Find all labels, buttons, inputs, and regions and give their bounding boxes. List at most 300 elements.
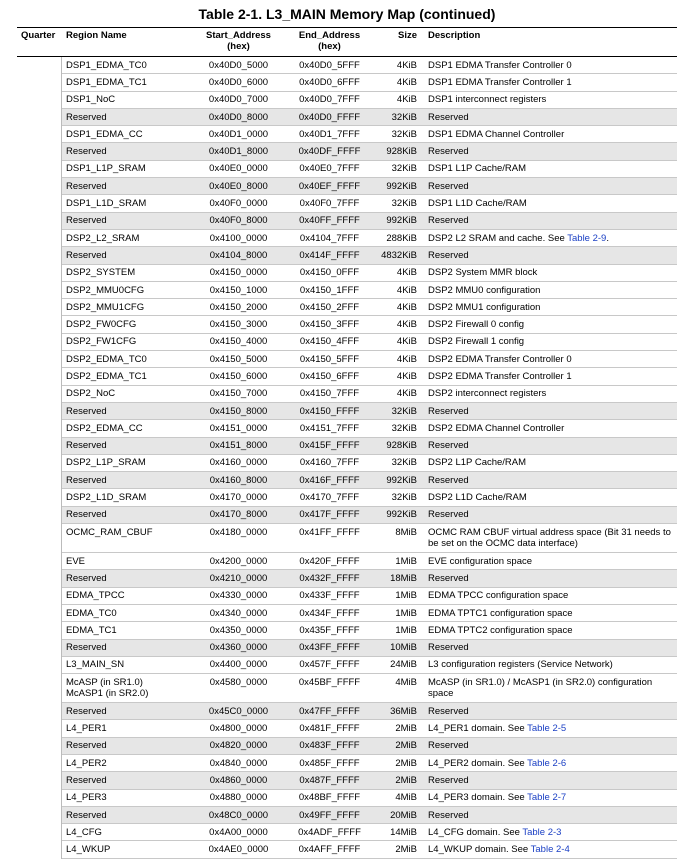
cell-region [62,740,193,751]
cell-end-address: 0x4160_7FFF [299,457,360,469]
cell-start-address: 0x4800_0000 [209,723,268,735]
header-start [193,28,284,56]
cell-size: 18MiB [390,572,417,584]
description-text: DSP1 interconnect registers [428,94,547,106]
cell-region [62,844,193,855]
description-text: EDMA TPTC1 configuration space [428,607,573,619]
region-name: McASP (in SR1.0) [66,677,143,689]
cell-description [420,608,677,619]
cell-size: 4MiB [395,792,417,804]
table-row [62,334,677,351]
description-text: L4_CFG domain. See [428,826,523,838]
region-name: OCMC_RAM_CBUF [66,527,153,539]
cell-end-address: 0x41FF_FFFF [299,527,360,539]
cell-description [420,215,677,226]
cell-description [420,792,677,803]
cell-end-address: 0x432F_FFFF [299,572,360,584]
table-row [62,57,677,74]
region-name: DSP2_SYSTEM [66,267,136,279]
region-name: L4_PER1 [66,723,107,735]
cell-description [420,642,677,653]
cell-description [420,677,677,699]
cell-description [420,440,677,451]
description-text: Reserved [428,572,469,584]
cell-size: 288KiB [386,232,417,244]
cell-description [420,146,677,157]
description-text: Reserved [428,474,469,486]
cell-start-address: 0x4151_0000 [209,422,268,434]
description-text: Reserved [428,249,469,261]
region-name: DSP2_MMU0CFG [66,284,145,296]
cell-start-address: 0x40D0_6000 [208,76,269,88]
description-text: Reserved [428,740,469,752]
cell-region [62,215,193,226]
cell-description [420,590,677,601]
region-name: Reserved [66,111,107,123]
cell-end-address: 0x457F_FFFF [299,659,360,671]
cell-end-address: 0x4150_3FFF [299,319,360,331]
cell-size: 4KiB [396,267,417,279]
region-name: DSP2_FW1CFG [66,336,137,348]
cell-start-address: 0x4151_8000 [209,440,268,452]
cell-end-address: 0x4ADF_FFFF [298,826,361,838]
region-name: DSP2_EDMA_TC1 [66,370,147,382]
cell-start-address: 0x4A00_0000 [209,826,268,838]
cell-end-address: 0x40FF_FFFF [299,215,360,227]
description-text: Reserved [428,642,469,654]
cell-start-address: 0x4350_0000 [209,624,268,636]
region-name: Reserved [66,572,107,584]
cell-start-address: 0x4150_1000 [209,284,268,296]
description-text: Reserved [428,405,469,417]
cell-size: 2MiB [395,740,417,752]
cell-region [62,94,193,105]
cell-start-address: 0x4AE0_0000 [208,844,269,856]
table-header [17,28,677,57]
cell-region [62,60,193,71]
cell-start-address: 0x4200_0000 [209,555,268,567]
region-name: DSP1_L1D_SRAM [66,198,147,210]
table-row [62,282,677,299]
cell-size: 36MiB [390,705,417,717]
cell-description [420,706,677,717]
cell-start-address: 0x45C0_0000 [208,705,269,717]
table-row [62,657,677,674]
cell-end-address: 0x481F_FFFF [299,723,360,735]
region-name: L4_PER3 [66,792,107,804]
cell-end-address: 0x433F_FFFF [299,590,360,602]
region-name: Reserved [66,740,107,752]
region-name: Reserved [66,249,107,261]
cell-description [420,723,677,734]
table-row [62,213,677,230]
cell-start-address: 0x4170_0000 [209,492,268,504]
cell-description [420,527,677,549]
cell-start-address: 0x4210_0000 [209,572,268,584]
header-size: Size [397,30,417,41]
table-reference-link[interactable]: Table 2-3 [522,826,562,838]
description-text: DSP2 System MMR block [428,267,538,279]
cell-description [420,163,677,174]
region-name: DSP2_L1P_SRAM [66,457,146,469]
table-reference-link[interactable]: Table 2-7 [527,792,567,804]
region-name: DSP2_EDMA_TC0 [66,353,147,365]
cell-region [62,354,193,365]
cell-size: 4KiB [396,301,417,313]
cell-end-address: 0x4150_1FFF [299,284,360,296]
description-text: Reserved [428,180,469,192]
cell-end-address: 0x40E0_7FFF [299,163,360,175]
cell-size: 1MiB [395,624,417,636]
cell-end-address: 0x40D0_FFFF [298,111,361,123]
cell-size: 8MiB [395,527,417,539]
region-name: DSP1_EDMA_CC [66,128,143,140]
cell-end-address: 0x487F_FFFF [299,774,360,786]
cell-region [62,250,193,261]
description-text: L3 configuration registers (Service Network) [428,659,613,671]
cell-start-address: 0x4180_0000 [209,527,268,539]
table-row [62,524,677,553]
table-reference-link[interactable]: Table 2-6 [527,757,567,769]
description-text: DSP2 L2 SRAM and cache. See [428,232,568,244]
table-row [62,640,677,657]
table-row [62,299,677,316]
description-suffix: . [606,232,609,244]
cell-region [62,475,193,486]
cell-start-address: 0x4330_0000 [209,590,268,602]
cell-size: 32KiB [391,492,417,504]
table-row [62,265,677,282]
cell-region [62,677,193,699]
description-text: EDMA TPTC2 configuration space [428,624,573,636]
table-row [62,386,677,403]
description-text: DSP2 EDMA Transfer Controller 0 [428,353,572,365]
description-text: DSP2 EDMA Channel Controller [428,422,565,434]
cell-size: 4KiB [396,319,417,331]
region-name: DSP2_L1D_SRAM [66,492,147,504]
description-text: DSP1 EDMA Transfer Controller 0 [428,59,572,71]
cell-region [62,129,193,140]
cell-end-address: 0x420F_FFFF [299,555,360,567]
cell-size: 4KiB [396,76,417,88]
cell-size: 4KiB [396,284,417,296]
cell-description [420,659,677,670]
cell-description [420,129,677,140]
cell-start-address: 0x4880_0000 [209,792,268,804]
table-row [62,720,677,737]
cell-size: 1MiB [395,607,417,619]
cell-end-address: 0x4150_6FFF [299,370,360,382]
region-name: Reserved [66,215,107,227]
cell-description [420,354,677,365]
cell-size: 4KiB [396,94,417,106]
cell-region [62,163,193,174]
cell-region [62,112,193,123]
cell-end-address: 0x434F_FFFF [299,607,360,619]
cell-region [62,758,193,769]
cell-start-address: 0x4150_4000 [209,336,268,348]
table-row [62,605,677,622]
header-start-label: Start_Address [206,30,271,41]
cell-description [420,77,677,88]
cell-description [420,492,677,503]
quarter-column [17,57,62,859]
cell-end-address: 0x40D0_7FFF [299,94,360,106]
cell-start-address: 0x40D1_0000 [208,128,269,140]
cell-size: 4KiB [396,370,417,382]
cell-description [420,509,677,520]
table-reference-link[interactable]: Table 2-4 [530,844,570,856]
cell-size: 14MiB [390,826,417,838]
header-region: Region Name [66,30,127,41]
region-name: Reserved [66,146,107,158]
cell-end-address: 0x4150_2FFF [299,301,360,313]
cell-region [62,406,193,417]
table-row [62,403,677,420]
cell-size: 2MiB [395,774,417,786]
description-text: McASP (in SR1.0) / McASP1 (in SR2.0) configuration space [428,677,653,700]
region-name: Reserved [66,774,107,786]
cell-size: 2MiB [395,723,417,735]
description-text: DSP2 Firewall 0 config [428,319,525,331]
description-text: Reserved [428,111,469,123]
cell-region [62,336,193,347]
region-name: Reserved [66,809,107,821]
description-text: DSP2 interconnect registers [428,388,547,400]
table-reference-link[interactable]: Table 2-9 [567,232,607,244]
table-row [62,807,677,824]
region-name: Reserved [66,509,107,521]
cell-description [420,250,677,261]
cell-start-address: 0x40E0_0000 [209,163,268,175]
region-name: L4_PER2 [66,757,107,769]
header-description: Description [428,30,481,41]
cell-region [62,723,193,734]
description-text: Reserved [428,774,469,786]
cell-region [62,492,193,503]
region-name: Reserved [66,474,107,486]
description-text: EDMA TPCC configuration space [428,590,569,602]
cell-start-address: 0x4160_0000 [209,457,268,469]
cell-region [62,706,193,717]
cell-end-address: 0x4150_5FFF [299,353,360,365]
cell-region [62,827,193,838]
description-text: DSP2 EDMA Transfer Controller 1 [428,370,572,382]
table-row [62,247,677,264]
cell-end-address: 0x4151_7FFF [299,422,360,434]
cell-description [420,371,677,382]
cell-size: 2MiB [395,757,417,769]
region-name-alt: McASP1 (in SR2.0) [66,688,149,700]
region-name: Reserved [66,642,107,654]
cell-region [62,792,193,803]
cell-size: 928KiB [386,440,417,452]
description-text: Reserved [428,705,469,717]
table-title: Table 2-1. L3_MAIN Memory Map (continued) [198,6,496,22]
cell-region [62,659,193,670]
table-row [62,674,677,703]
cell-end-address: 0x48BF_FFFF [298,792,361,804]
table-row [62,703,677,720]
region-name: DSP1_EDMA_TC0 [66,59,147,71]
cell-end-address: 0x43FF_FFFF [299,642,360,654]
cell-size: 928KiB [386,146,417,158]
cell-end-address: 0x416F_FFFF [299,474,360,486]
cell-end-address: 0x485F_FFFF [299,757,360,769]
description-text: Reserved [428,146,469,158]
region-name: DSP2_EDMA_CC [66,422,143,434]
cell-description [420,844,677,855]
cell-description [420,775,677,786]
cell-region [62,146,193,157]
cell-end-address: 0x47FF_FFFF [299,705,360,717]
region-name: Reserved [66,405,107,417]
cell-start-address: 0x40E0_8000 [209,180,268,192]
description-text: DSP1 EDMA Channel Controller [428,128,565,140]
cell-start-address: 0x4360_0000 [209,642,268,654]
cell-size: 992KiB [386,215,417,227]
region-name: Reserved [66,180,107,192]
cell-start-address: 0x4150_0000 [209,267,268,279]
cell-size: 32KiB [391,405,417,417]
cell-end-address: 0x4150_FFFF [299,405,360,417]
table-row [62,109,677,126]
cell-description [420,556,677,567]
description-text: DSP1 EDMA Transfer Controller 1 [428,76,572,88]
cell-end-address: 0x40EF_FFFF [298,180,361,192]
cell-description [420,457,677,468]
cell-start-address: 0x4160_8000 [209,474,268,486]
region-name: DSP2_FW0CFG [66,319,137,331]
cell-end-address: 0x4150_7FFF [299,388,360,400]
cell-size: 992KiB [386,509,417,521]
table-row [62,230,677,247]
cell-start-address: 0x4100_0000 [209,232,268,244]
region-name: DSP1_NoC [66,94,116,106]
cell-start-address: 0x4170_8000 [209,509,268,521]
cell-description [420,94,677,105]
table-row [62,161,677,178]
cell-region [62,440,193,451]
cell-start-address: 0x4150_3000 [209,319,268,331]
table-row [62,472,677,489]
cell-size: 4KiB [396,59,417,71]
table-row [62,316,677,333]
description-text: DSP2 L1P Cache/RAM [428,457,527,469]
cell-description [420,285,677,296]
table-body [17,57,677,859]
description-text: DSP1 L1P Cache/RAM [428,163,527,175]
cell-description [420,198,677,209]
cell-region [62,590,193,601]
description-text: DSP2 L1D Cache/RAM [428,492,527,504]
table-row [62,507,677,524]
cell-size: 32KiB [391,457,417,469]
cell-description [420,810,677,821]
cell-end-address: 0x4150_0FFF [299,267,360,279]
cell-start-address: 0x48C0_0000 [208,809,269,821]
cell-size: 1MiB [395,555,417,567]
cell-start-address: 0x4820_0000 [209,740,268,752]
cell-region [62,285,193,296]
cell-region [62,625,193,636]
region-name: DSP2_MMU1CFG [66,301,145,313]
cell-region [62,181,193,192]
region-name: EDMA_TC0 [66,607,117,619]
cell-start-address: 0x40D0_7000 [208,94,269,106]
cell-description [420,740,677,751]
cell-start-address: 0x4150_7000 [209,388,268,400]
table-row [62,74,677,91]
header-start-unit: (hex) [227,41,250,52]
table-row [62,489,677,506]
description-text: DSP2 MMU0 configuration [428,284,541,296]
cell-region [62,556,193,567]
cell-end-address: 0x4150_4FFF [299,336,360,348]
cell-region [62,509,193,520]
table-reference-link[interactable]: Table 2-5 [527,723,567,735]
cell-description [420,475,677,486]
table-row [62,455,677,472]
cell-size: 32KiB [391,111,417,123]
cell-region [62,302,193,313]
cell-size: 32KiB [391,128,417,140]
cell-end-address: 0x40D0_6FFF [299,76,360,88]
table-row [62,420,677,437]
cell-region [62,642,193,653]
header-quarter: Quarter [21,30,56,41]
table-row [62,92,677,109]
cell-region [62,573,193,584]
cell-description [420,112,677,123]
cell-description [420,233,677,244]
cell-region [62,198,193,209]
cell-start-address: 0x4580_0000 [209,677,268,689]
cell-region [62,267,193,278]
cell-end-address: 0x4AFF_FFFF [298,844,361,856]
cell-start-address: 0x4104_8000 [209,249,268,261]
cell-region [62,77,193,88]
table-row [62,755,677,772]
table-row [62,570,677,587]
region-name: EDMA_TC1 [66,624,117,636]
cell-region [62,810,193,821]
cell-start-address: 0x4340_0000 [209,607,268,619]
cell-region [62,388,193,399]
cell-end-address: 0x417F_FFFF [299,509,360,521]
cell-region [62,371,193,382]
cell-description [420,319,677,330]
cell-start-address: 0x4150_2000 [209,301,268,313]
cell-start-address: 0x4400_0000 [209,659,268,671]
cell-end-address: 0x4170_7FFF [299,492,360,504]
cell-size: 4832KiB [381,249,417,261]
cell-start-address: 0x4150_5000 [209,353,268,365]
cell-start-address: 0x4840_0000 [209,757,268,769]
cell-size: 4MiB [395,677,417,689]
cell-end-address: 0x40D0_5FFF [299,59,360,71]
cell-size: 1MiB [395,590,417,602]
description-text: L4_PER3 domain. See [428,792,528,804]
table-row [62,841,677,858]
cell-end-address: 0x415F_FFFF [299,440,360,452]
table-row [62,622,677,639]
description-text: Reserved [428,809,469,821]
description-text: L4_PER1 domain. See [428,723,528,735]
cell-start-address: 0x40D0_5000 [208,59,269,71]
cell-region [62,423,193,434]
cell-start-address: 0x40D0_8000 [208,111,269,123]
